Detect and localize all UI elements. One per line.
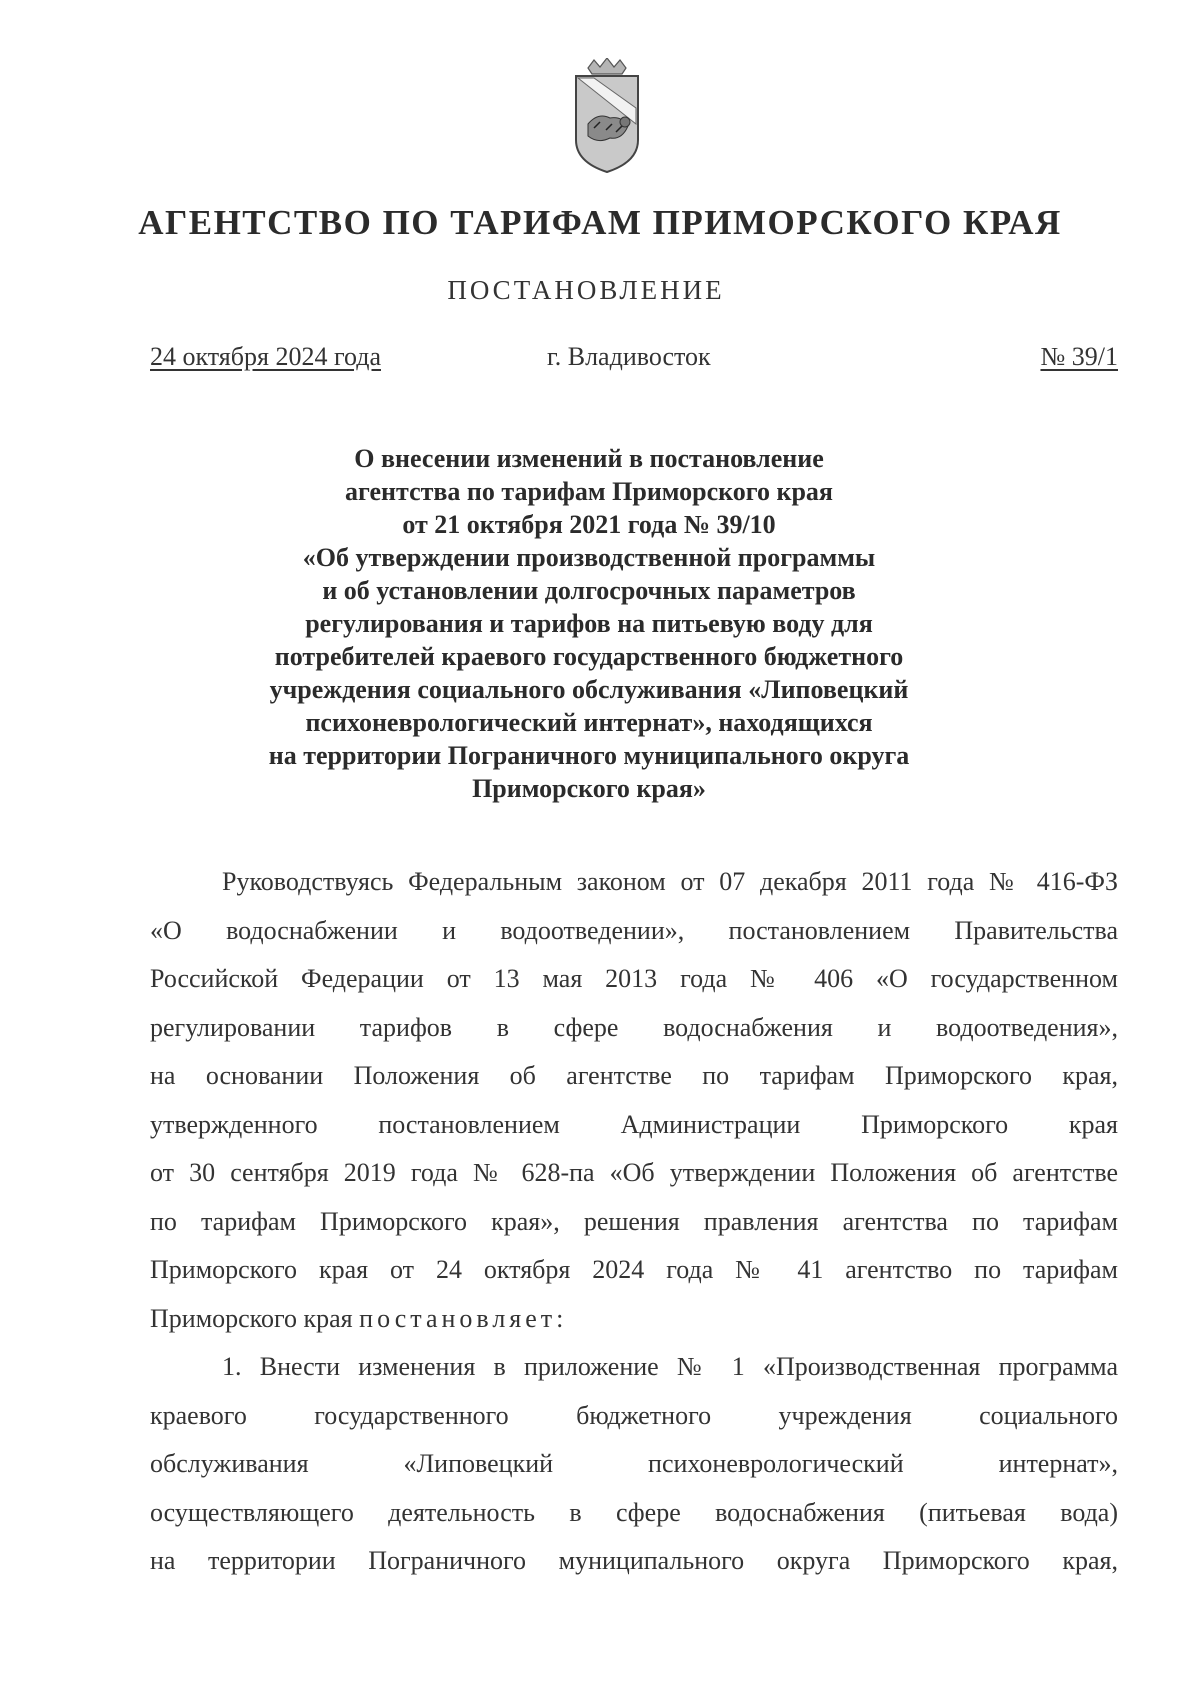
subject-line: на территории Пограничного муниципального округа — [268, 741, 910, 770]
item-1-line: осуществляющего деятельность в сфере водоснабжения (питьевая вода) — [150, 1497, 1118, 1527]
subject-line: Приморского края» — [472, 774, 706, 803]
resolves-word: постановляет: — [359, 1303, 568, 1333]
document-meta-row — [150, 342, 1118, 378]
preamble-line: регулировании тарифов в сфере водоснабжения и водоотведения», — [150, 1012, 1118, 1042]
preamble-line: по тарифам Приморского края», решения правления агентства по тарифам — [150, 1206, 1118, 1236]
subject-line: регулирования и тарифов на питьевую воду для — [305, 609, 873, 638]
preamble-line: на основании Положения об агентстве по тарифам Приморского края, — [150, 1061, 1118, 1090]
subject-line: «Об утверждении производственной программы — [302, 543, 876, 572]
subject-line: психоневрологический интернат», находящихся — [305, 708, 873, 737]
preamble-line: от 30 сентября 2019 года № 628-па «Об утверждении Положения об агентстве — [150, 1158, 1118, 1187]
agency-name: АГЕНТСТВО ПО ТАРИФАМ ПРИМОРСКОГО КРАЯ — [138, 203, 1062, 242]
preamble-line: Руководствуясь Федеральным законом от 07 декабря 2011 года № 416-ФЗ — [222, 867, 1118, 896]
preamble-line: утвержденного постановлением Администрации Приморского края — [150, 1109, 1118, 1139]
subject-line: учреждения социального обслуживания «Липовецкий — [269, 675, 909, 704]
item-1-line: 1. Внести изменения в приложение № 1 «Производственная программа — [222, 1352, 1118, 1381]
preamble-line: «О водоснабжении и водоотведении», постановлением Правительства — [150, 915, 1118, 945]
document-body — [150, 862, 1118, 1590]
subject-line: О внесении изменений в постановление — [354, 444, 824, 473]
document-date: 24 октября 2024 года — [150, 342, 381, 371]
document-city: г. Владивосток — [547, 342, 711, 371]
item-1-line: обслуживания «Липовецкий психоневрологический интернат», — [150, 1449, 1118, 1478]
document-number: № 39/1 — [1040, 342, 1118, 371]
document-type: ПОСТАНОВЛЕНИЕ — [447, 275, 725, 305]
preamble-line: Приморского края от 24 октября 2024 года № 41 агентство по тарифам — [150, 1255, 1118, 1284]
preamble-final-line — [150, 1299, 1118, 1348]
subject-line: и об установлении долгосрочных параметров — [322, 576, 856, 605]
subject-line: от 21 октября 2021 года № 39/10 — [402, 510, 776, 539]
subject-line: потребителей краевого государственного бюджетного — [274, 642, 904, 671]
coat-of-arms-icon — [570, 58, 644, 176]
preamble-line: Российской Федерации от 13 мая 2013 года № 406 «О государственном — [150, 964, 1118, 993]
item-1-line: на территории Пограничного муниципального округа Приморского края, — [150, 1546, 1118, 1575]
document-subject — [0, 442, 1178, 805]
preamble-final-prefix: Приморского края — [150, 1303, 360, 1333]
item-1-line: краевого государственного бюджетного учреждения социального — [150, 1400, 1118, 1430]
subject-line: агентства по тарифам Приморского края — [345, 477, 833, 506]
